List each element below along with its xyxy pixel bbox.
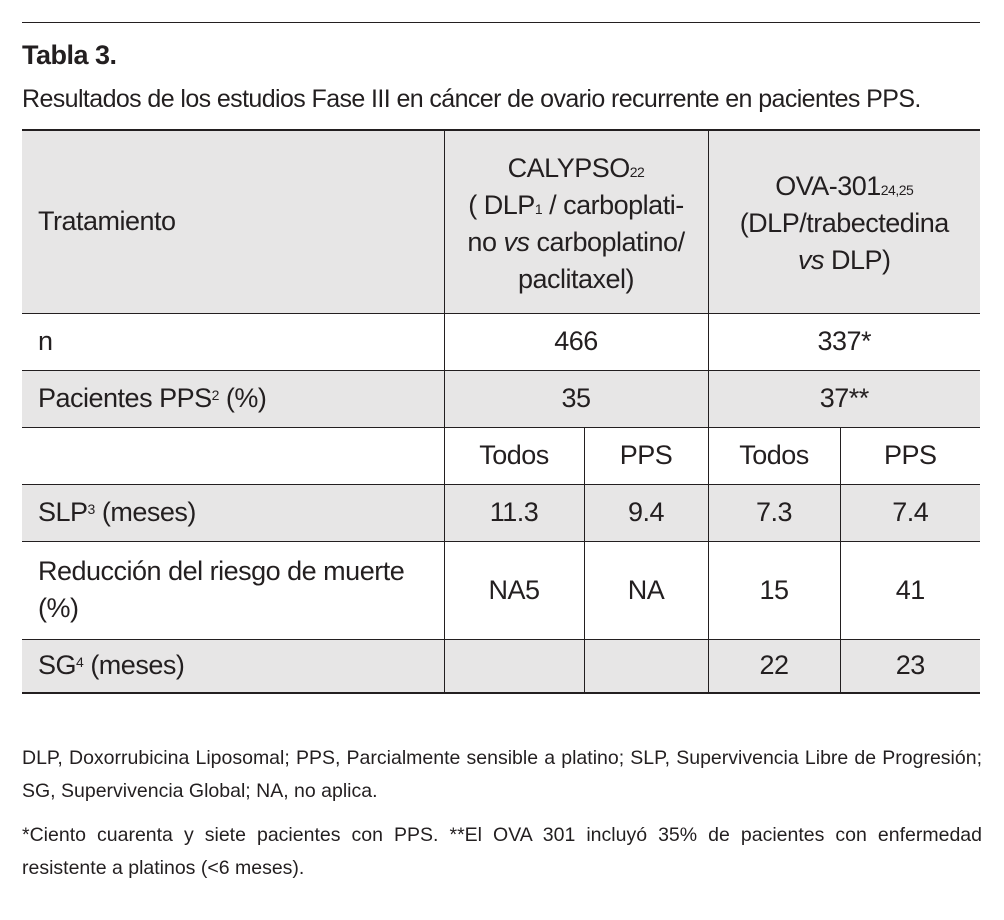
row-label: $SG^4$ (meses) — [22, 639, 444, 693]
abbreviations-note: DLP, Doxorrubicina Liposomal; PPS, Parcialmente sensible a platino; SLP, Supervivencia Libre de Progresión; SG, Supervivencia Global; NA, no aplica. — [22, 747, 982, 802]
cell-ova-n: 337* — [708, 313, 980, 370]
cell-calypso-n: 466 — [444, 313, 708, 370]
subheader-calypso-todos: Todos — [444, 427, 584, 484]
row-subheader — [22, 427, 980, 484]
row-label: SLP$^3$ (meses) — [22, 484, 444, 541]
table-title: Tabla 3. — [22, 40, 117, 70]
results-table — [22, 129, 980, 694]
header-treatment: Tratamiento — [22, 130, 444, 313]
row-label: n — [22, 313, 444, 370]
cell-calypso-pps: 35 — [444, 370, 708, 427]
top-rule — [22, 22, 980, 23]
table-cell — [444, 639, 584, 693]
table-cell: NA5 — [444, 541, 584, 639]
cell-ova-pps: 37** — [708, 370, 980, 427]
table-cell: 7.4 — [840, 484, 980, 541]
row-n — [22, 313, 980, 370]
table-cell: 9.4 — [584, 484, 708, 541]
row-label — [22, 427, 444, 484]
header-calypso: CALYPSO$^{22}$ ( DLP$^1$ / carboplati- no vs carboplatino/ paclitaxel) — [444, 130, 708, 313]
row-label: Pacientes PPS$^2$ (%) — [22, 370, 444, 427]
row-label: Reducción del riesgo de muerte (%) — [22, 541, 444, 639]
table-cell: 22 — [708, 639, 840, 693]
header-ova301: OVA-301$^{24,25}$ (DLP/trabectedina vs DLP) — [708, 130, 980, 313]
table-header-row — [22, 130, 980, 313]
row-slp — [22, 484, 980, 541]
table-cell — [584, 639, 708, 693]
row-pps — [22, 370, 980, 427]
table-cell: 11.3 — [444, 484, 584, 541]
table-notes — [22, 742, 982, 896]
footnote: *Ciento cuarenta y siete pacientes con PPS. **El OVA 301 incluyó 35% de pacientes con enfermedad resistente a platinos (<6 meses). — [22, 824, 982, 879]
subheader-calypso-pps: PPS — [584, 427, 708, 484]
table-cell: 41 — [840, 541, 980, 639]
table-cell: 15 — [708, 541, 840, 639]
table-subtitle: Resultados de los estudios Fase III en cáncer de ovario recurrente en pacientes PPS. — [22, 85, 921, 113]
subheader-ova-pps: PPS — [840, 427, 980, 484]
table-cell: 23 — [840, 639, 980, 693]
table-cell: 7.3 — [708, 484, 840, 541]
table-cell: NA — [584, 541, 708, 639]
subheader-ova-todos: Todos — [708, 427, 840, 484]
row-sg — [22, 639, 980, 693]
row-riesgo — [22, 541, 980, 639]
